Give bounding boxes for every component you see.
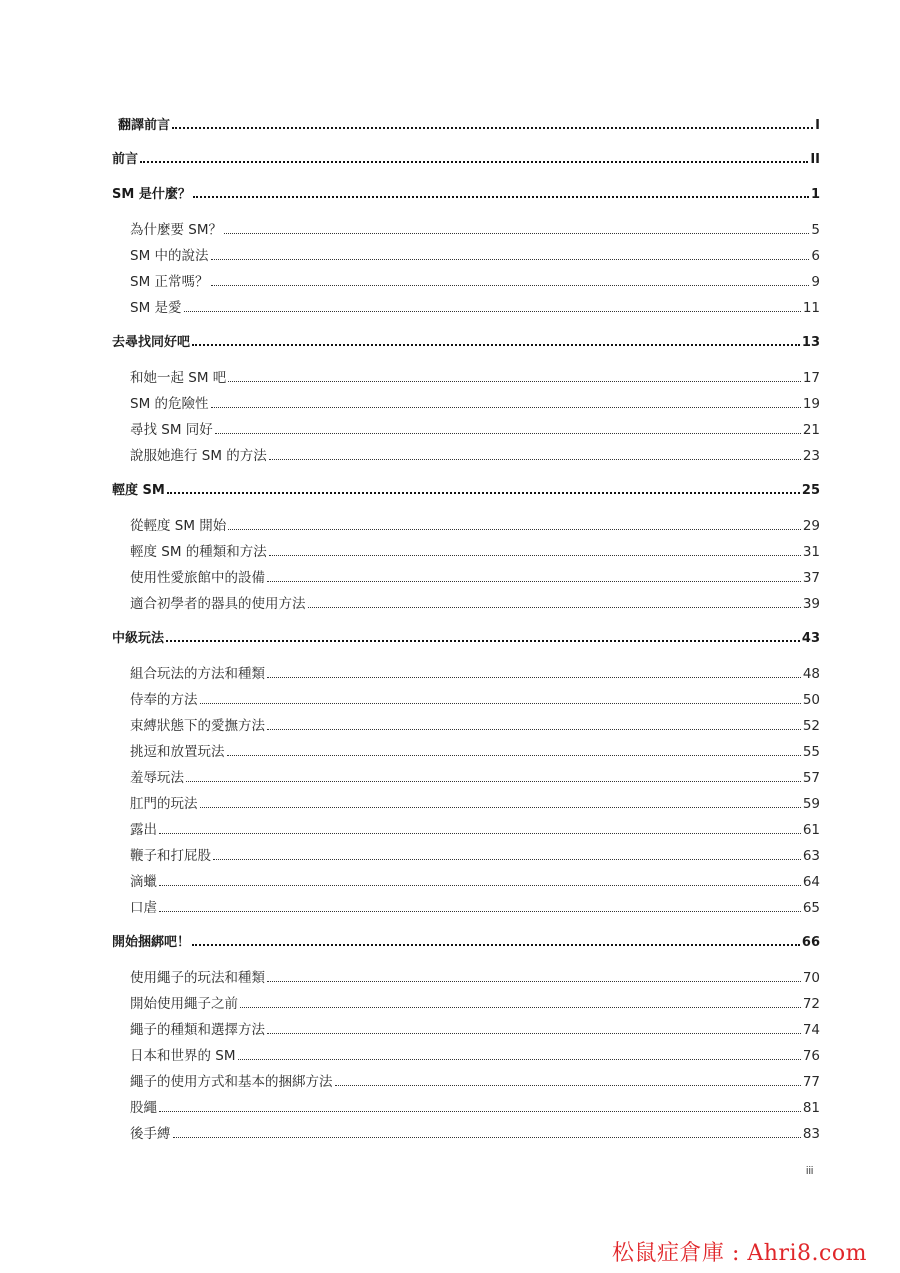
- dot-leader: [240, 1007, 801, 1008]
- toc-chapter-entry[interactable]: [112, 479, 820, 498]
- dot-leader: [228, 381, 801, 382]
- dot-leader: [267, 729, 801, 730]
- toc-entry-title: 為什麼要 SM？: [130, 222, 223, 238]
- toc-entry-page: 11: [802, 300, 820, 316]
- dot-leader: [159, 1111, 801, 1112]
- toc-entry-page: 39: [802, 596, 820, 612]
- dot-leader: [267, 981, 801, 982]
- toc-entry-title: 繩子的種類和選擇方法: [130, 1022, 265, 1038]
- toc-entry-page: 76: [802, 1048, 820, 1064]
- toc-entry-page: 65: [802, 900, 820, 916]
- toc-entry-page: 59: [802, 796, 820, 812]
- toc-entry-title: 口虐: [130, 900, 157, 916]
- toc-entry-title: 繩子的使用方式和基本的捆綁方法: [130, 1074, 333, 1090]
- toc-section-entry[interactable]: [130, 1096, 820, 1116]
- dot-leader: [211, 259, 810, 260]
- toc-entry-title: 鞭子和打屁股: [130, 848, 211, 864]
- toc-section-entry[interactable]: [130, 1122, 820, 1142]
- toc-section-entry[interactable]: [130, 592, 820, 612]
- dot-leader: [213, 859, 801, 860]
- toc-entry-page: 77: [802, 1074, 820, 1090]
- toc-entry-page: 37: [802, 570, 820, 586]
- toc-entry-title: SM 正常嗎？: [130, 274, 209, 290]
- toc-entry-title: 開始使用繩子之前: [130, 996, 238, 1012]
- toc-chapter-entry[interactable]: [112, 148, 820, 167]
- toc-entry-page: 25: [801, 483, 820, 498]
- toc-chapter-entry[interactable]: [112, 183, 820, 202]
- toc-entry-title: 和她一起 SM 吧: [130, 370, 227, 386]
- toc-section-entry[interactable]: [130, 818, 820, 838]
- dot-leader: [211, 285, 810, 286]
- toc-entry-page: 29: [802, 518, 820, 534]
- toc-chapter-entry[interactable]: [112, 931, 820, 950]
- dot-leader: [166, 640, 800, 642]
- toc-entry-page: 57: [802, 770, 820, 786]
- toc-entry-title: 露出: [130, 822, 157, 838]
- toc-entry-page: II: [810, 152, 820, 167]
- toc-section-entry[interactable]: [130, 740, 820, 760]
- toc-section-entry[interactable]: [130, 418, 820, 438]
- toc-entry-title: 說服她進行 SM 的方法: [130, 448, 267, 464]
- toc-entry-title: SM 是什麼？: [112, 187, 191, 202]
- toc-entry-title: 使用繩子的玩法和種類: [130, 970, 265, 986]
- dot-leader: [269, 555, 801, 556]
- dot-leader: [186, 781, 801, 782]
- toc-entry-page: 70: [802, 970, 820, 986]
- toc-section-entry[interactable]: [130, 662, 820, 682]
- toc-section-entry[interactable]: [130, 966, 820, 986]
- toc-entry-page: 5: [811, 222, 820, 238]
- dot-leader: [192, 944, 800, 946]
- toc-entry-page: 21: [802, 422, 820, 438]
- toc-entry-page: 17: [802, 370, 820, 386]
- toc-entry-page: 52: [802, 718, 820, 734]
- toc-entry-page: 6: [811, 248, 820, 264]
- dot-leader: [227, 755, 801, 756]
- toc-entry-page: 81: [802, 1100, 820, 1116]
- toc-chapter-entry[interactable]: [112, 627, 820, 646]
- toc-section-entry[interactable]: [130, 366, 820, 386]
- toc-section-entry[interactable]: [130, 1018, 820, 1038]
- toc-chapter-entry[interactable]: [112, 331, 820, 350]
- page-number: iii: [806, 1165, 814, 1177]
- toc-entry-title: 從輕度 SM 開始: [130, 518, 227, 534]
- toc-entry-title: 日本和世界的 SM: [130, 1048, 236, 1064]
- dot-leader: [238, 1059, 801, 1060]
- toc-section-entry[interactable]: [130, 688, 820, 708]
- toc-entry-title: SM 中的說法: [130, 248, 209, 264]
- toc-entry-page: 1: [810, 187, 820, 202]
- watermark-text: 松鼠症倉庫 : Ahri8.com: [612, 1241, 867, 1266]
- dot-leader: [267, 1033, 801, 1034]
- toc-entry-page: 19: [802, 396, 820, 412]
- toc-entry-page: 48: [802, 666, 820, 682]
- toc-section-entry[interactable]: [130, 514, 820, 534]
- toc-entry-title: 後手縛: [130, 1126, 171, 1142]
- dot-leader: [159, 833, 801, 834]
- dot-leader: [215, 433, 801, 434]
- toc-entry-title: 肛門的玩法: [130, 796, 198, 812]
- toc-entry-page: 13: [801, 335, 820, 350]
- toc-section-entry[interactable]: [130, 896, 820, 916]
- toc-section-entry[interactable]: [130, 540, 820, 560]
- dot-leader: [335, 1085, 801, 1086]
- toc-entry-title: 挑逗和放置玩法: [130, 744, 225, 760]
- toc-section-entry[interactable]: [130, 244, 820, 264]
- dot-leader: [140, 161, 808, 163]
- toc-entry-title: 滴蠟: [130, 874, 157, 890]
- toc-entry-title: 輕度 SM: [112, 483, 165, 498]
- toc-entry-page: 9: [811, 274, 820, 290]
- toc-section-entry[interactable]: [130, 1070, 820, 1090]
- toc-entry-title: SM 是愛: [130, 300, 182, 316]
- dot-leader: [224, 233, 809, 234]
- toc-entry-page: 63: [802, 848, 820, 864]
- dot-leader: [159, 885, 801, 886]
- dot-leader: [159, 911, 801, 912]
- toc-entry-page: 83: [802, 1126, 820, 1142]
- toc-section-entry[interactable]: [130, 766, 820, 786]
- toc-entry-title: 股繩: [130, 1100, 157, 1116]
- toc-section-entry[interactable]: [130, 218, 820, 238]
- dot-leader: [267, 581, 801, 582]
- toc-section-entry[interactable]: [130, 870, 820, 890]
- toc-entry-title: 前言: [112, 152, 139, 167]
- toc-entry-title: SM 的危險性: [130, 396, 209, 412]
- toc-section-entry[interactable]: [130, 392, 820, 412]
- toc-section-entry[interactable]: [130, 566, 820, 586]
- toc-section-entry[interactable]: [130, 1044, 820, 1064]
- toc-entry-title: 去尋找同好吧: [112, 335, 191, 350]
- toc-entry-page: 55: [802, 744, 820, 760]
- dot-leader: [173, 1137, 801, 1138]
- toc-entry-title: 組合玩法的方法和種類: [130, 666, 265, 682]
- toc-section-entry[interactable]: [130, 270, 820, 290]
- toc-entry-page: 50: [802, 692, 820, 708]
- toc-section-entry[interactable]: [130, 792, 820, 812]
- toc-entry-page: 43: [801, 631, 820, 646]
- toc-entry-title: 羞辱玩法: [130, 770, 184, 786]
- dot-leader: [308, 607, 801, 608]
- toc-entry-page: 64: [802, 874, 820, 890]
- toc-entry-page: 23: [802, 448, 820, 464]
- toc-section-entry[interactable]: [130, 992, 820, 1012]
- toc-entry-page: 66: [801, 935, 820, 950]
- toc-section-entry[interactable]: [130, 296, 820, 316]
- dot-leader: [172, 127, 813, 129]
- toc-entry-title: 適合初學者的器具的使用方法: [130, 596, 306, 612]
- dot-leader: [228, 529, 801, 530]
- toc-section-entry[interactable]: [130, 844, 820, 864]
- toc-entry-title: 開始捆綁吧！: [112, 935, 191, 950]
- toc-entry-title: 中級玩法: [112, 631, 165, 646]
- toc-entry-title: 輕度 SM 的種類和方法: [130, 544, 267, 560]
- dot-leader: [192, 344, 800, 346]
- toc-entry-title: 束縛狀態下的愛撫方法: [130, 718, 265, 734]
- toc-section-entry[interactable]: [130, 714, 820, 734]
- dot-leader: [269, 459, 801, 460]
- toc-entry-title: 侍奉的方法: [130, 692, 198, 708]
- toc-section-entry[interactable]: [130, 444, 820, 464]
- dot-leader: [211, 407, 801, 408]
- dot-leader: [200, 807, 801, 808]
- toc-entry-page: 61: [802, 822, 820, 838]
- dot-leader: [267, 677, 801, 678]
- dot-leader: [200, 703, 801, 704]
- toc-entry-page: 31: [802, 544, 820, 560]
- toc-chapter-entry[interactable]: [118, 114, 820, 133]
- toc-entry-page: 72: [802, 996, 820, 1012]
- dot-leader: [184, 311, 801, 312]
- toc-entry-title: 翻譯前言: [118, 118, 171, 133]
- toc-entry-page: 74: [802, 1022, 820, 1038]
- toc-entry-page: I: [815, 118, 820, 133]
- toc-entry-title: 尋找 SM 同好: [130, 422, 213, 438]
- dot-leader: [167, 492, 800, 494]
- dot-leader: [193, 196, 809, 198]
- toc-entry-title: 使用性愛旅館中的設備: [130, 570, 265, 586]
